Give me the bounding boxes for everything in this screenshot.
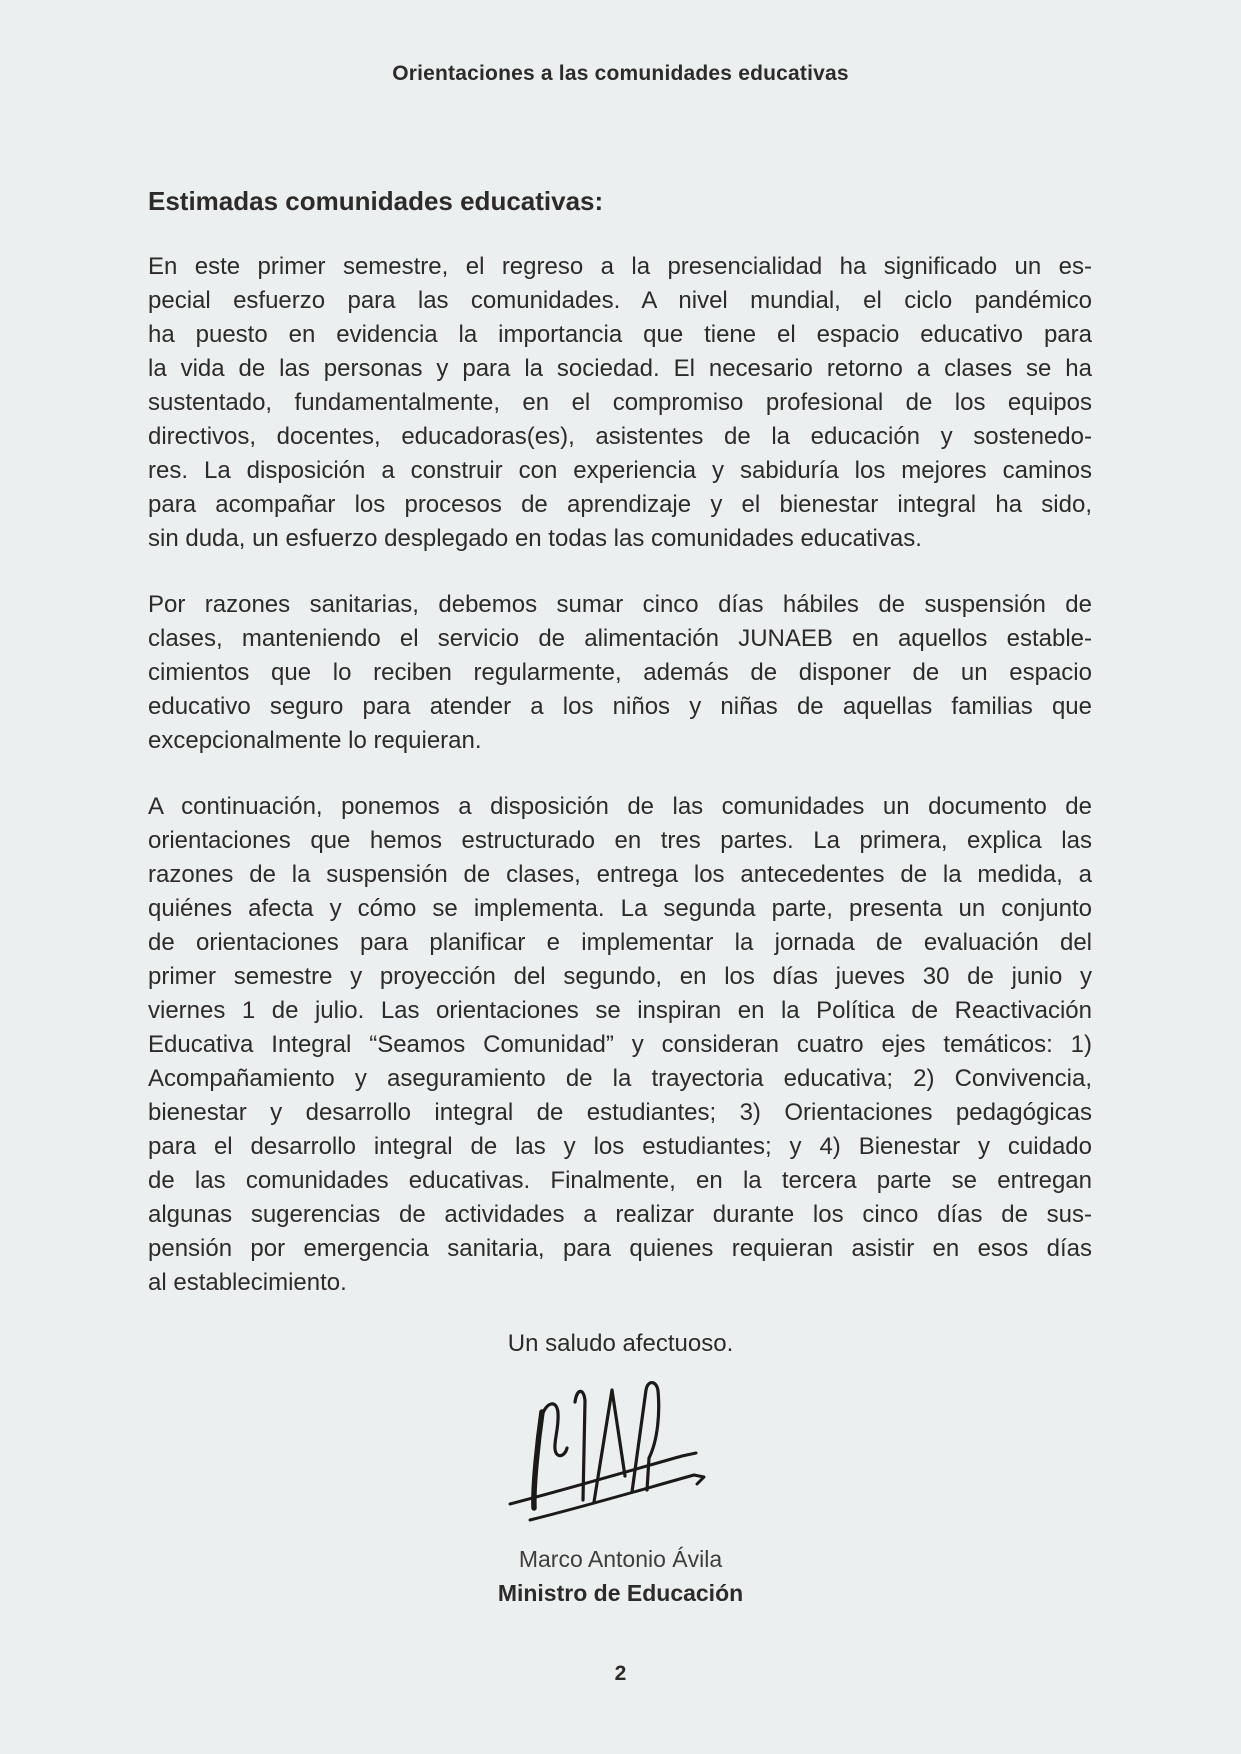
- paragraph-line: ha puesto en evidencia la importancia que tiene el espacio educativo para: [148, 321, 1092, 348]
- paragraph-line: res. La disposición a construir con experiencia y sabiduría los mejores caminos: [148, 457, 1092, 484]
- greeting-line: Estimadas comunidades educativas:: [148, 186, 604, 216]
- paragraph: [148, 790, 1092, 1300]
- paragraph-line: clases, manteniendo el servicio de alimentación JUNAEB en aquellos estable-: [148, 625, 1092, 652]
- paragraph-line: quiénes afecta y cómo se implementa. La segunda parte, presenta un conjunto: [148, 895, 1092, 922]
- paragraph-line: de orientaciones para planificar e implementar la jornada de evaluación del: [148, 929, 1092, 956]
- paragraph-line: bienestar y desarrollo integral de estudiantes; 3) Orientaciones pedagógicas: [148, 1099, 1092, 1126]
- paragraph-line: orientaciones que hemos estructurado en tres partes. La primera, explica las: [148, 827, 1092, 854]
- paragraph-line: sustentado, fundamentalmente, en el compromiso profesional de los equipos: [148, 389, 1092, 416]
- paragraph: [148, 250, 1092, 556]
- signer-name: Marco Antonio Ávila: [518, 1546, 723, 1572]
- page-number: 2: [614, 1662, 627, 1685]
- paragraph-line: En este primer semestre, el regreso a la presencialidad ha significado un es-: [148, 253, 1092, 280]
- paragraph-line: Acompañamiento y aseguramiento de la trayectoria educativa; 2) Convivencia,: [148, 1065, 1092, 1092]
- paragraph-line: viernes 1 de julio. Las orientaciones se inspiran en la Política de Reactivación: [148, 997, 1092, 1024]
- document-header: Orientaciones a las comunidades educativas: [392, 62, 849, 85]
- letter-body: [148, 250, 1092, 1332]
- paragraph: [148, 588, 1092, 758]
- paragraph-line: excepcionalmente lo requieran.: [148, 727, 482, 754]
- paragraph-line: sin duda, un esfuerzo desplegado en todas las comunidades educativas.: [148, 525, 922, 552]
- paragraph-line: educativo seguro para atender a los niños y niñas de aquellas familias que: [148, 693, 1092, 720]
- paragraph-line: de las comunidades educativas. Finalmente, en la tercera parte se entregan: [148, 1167, 1092, 1194]
- paragraph-line: para acompañar los procesos de aprendizaje y el bienestar integral ha sido,: [148, 491, 1092, 518]
- paragraph-line: la vida de las personas y para la sociedad. El necesario retorno a clases se ha: [148, 355, 1092, 382]
- paragraph-line: pecial esfuerzo para las comunidades. A nivel mundial, el ciclo pandémico: [148, 287, 1092, 314]
- signature-image: [496, 1378, 746, 1536]
- closing-salutation: Un saludo afectuoso.: [507, 1330, 734, 1357]
- paragraph-line: al establecimiento.: [148, 1269, 347, 1296]
- paragraph-line: cimientos que lo reciben regularmente, además de disponer de un espacio: [148, 659, 1092, 686]
- paragraph-line: razones de la suspensión de clases, entrega los antecedentes de la medida, a: [148, 861, 1092, 888]
- paragraph-line: Por razones sanitarias, debemos sumar cinco días hábiles de suspensión de: [148, 591, 1092, 618]
- paragraph-line: algunas sugerencias de actividades a realizar durante los cinco días de sus-: [148, 1201, 1092, 1228]
- paragraph-line: para el desarrollo integral de las y los estudiantes; y 4) Bienestar y cuidado: [148, 1133, 1092, 1160]
- paragraph-line: pensión por emergencia sanitaria, para quienes requieran asistir en esos días: [148, 1235, 1092, 1262]
- handwritten-signature-icon: [496, 1378, 746, 1536]
- paragraph-line: directivos, docentes, educadoras(es), asistentes de la educación y sostenedo-: [148, 423, 1092, 450]
- paragraph-line: Educativa Integral “Seamos Comunidad” y consideran cuatro ejes temáticos: 1): [148, 1031, 1092, 1058]
- signer-title: Ministro de Educación: [497, 1580, 744, 1606]
- paragraph-line: primer semestre y proyección del segundo, en los días jueves 30 de junio y: [148, 963, 1092, 990]
- paragraph-line: A continuación, ponemos a disposición de las comunidades un documento de: [148, 793, 1092, 820]
